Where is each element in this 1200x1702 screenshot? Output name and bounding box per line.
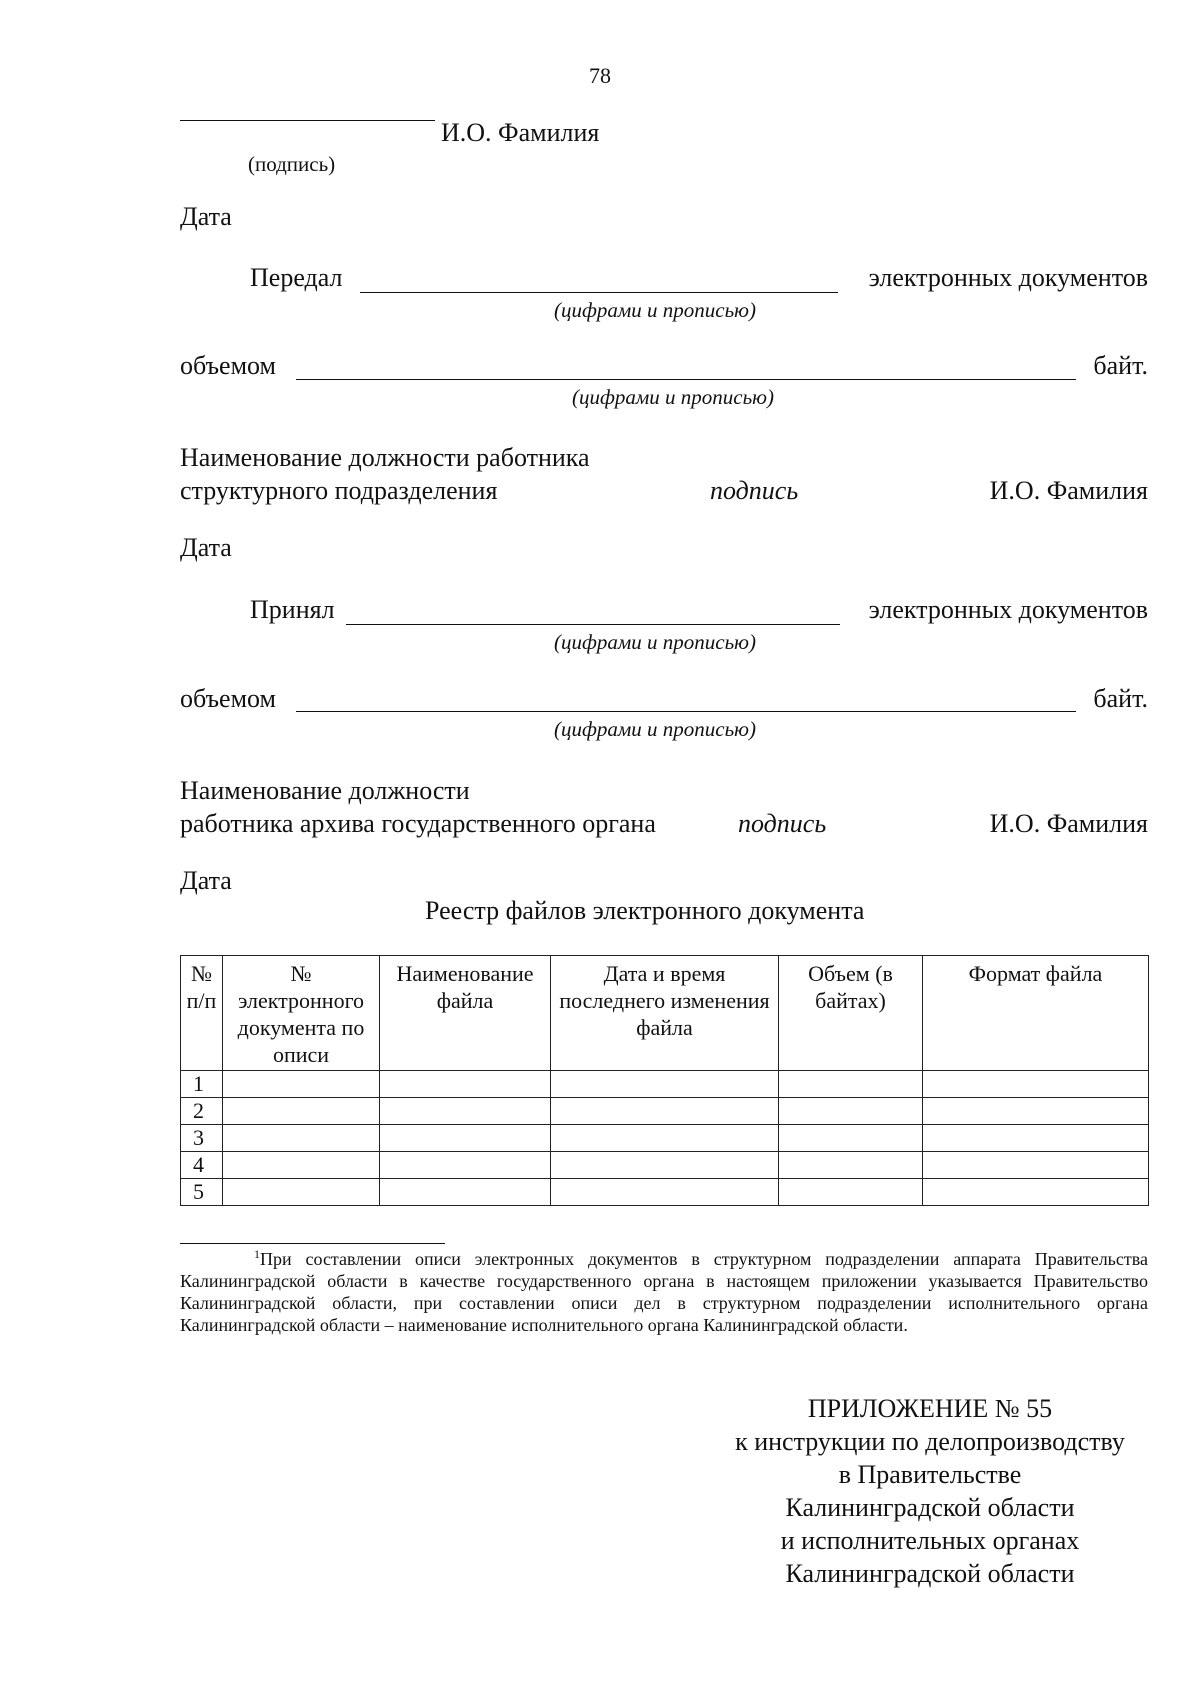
table-cell[interactable] <box>551 1125 779 1152</box>
column-header: Наименование файла <box>380 956 551 1071</box>
volume-label: объемом <box>180 351 276 380</box>
position-title-line2: структурного подразделения <box>180 476 498 505</box>
position-name: И.О. Фамилия <box>989 476 1148 505</box>
signature-placeholder: подпись <box>738 809 827 838</box>
table-row <box>181 1098 1149 1125</box>
table-cell[interactable] <box>223 1152 380 1179</box>
page-number: 78 <box>589 63 611 88</box>
table-cell[interactable] <box>923 1125 1149 1152</box>
row-number: 2 <box>181 1098 223 1125</box>
table-cell[interactable] <box>923 1098 1149 1125</box>
table-cell[interactable] <box>223 1071 380 1098</box>
appendix-line: и исполнительных органах <box>780 1526 1080 1555</box>
transferred-suffix: электронных документов <box>868 263 1148 292</box>
volume-line <box>296 711 1076 712</box>
row-number: 5 <box>181 1179 223 1206</box>
accepted-suffix: электронных документов <box>868 595 1148 624</box>
signature-line <box>180 120 435 121</box>
row-number: 3 <box>181 1125 223 1152</box>
table-cell[interactable] <box>223 1098 380 1125</box>
table-cell[interactable] <box>923 1152 1149 1179</box>
signature-name: И.О. Фамилия <box>441 118 600 147</box>
position-name: И.О. Фамилия <box>989 809 1148 838</box>
table-cell[interactable] <box>380 1152 551 1179</box>
volume-caption: (цифрами и прописью) <box>554 717 756 741</box>
table-cell[interactable] <box>380 1098 551 1125</box>
table-cell[interactable] <box>779 1125 923 1152</box>
table-row <box>181 1179 1149 1206</box>
appendix-heading <box>700 1392 1160 1590</box>
table-cell[interactable] <box>223 1125 380 1152</box>
transferred-caption: (цифрами и прописью) <box>554 298 756 322</box>
column-header: Дата и время последнего изменения файла <box>551 956 779 1071</box>
appendix-line: в Правительстве <box>838 1460 1022 1489</box>
row-number: 1 <box>181 1071 223 1098</box>
table-cell[interactable] <box>923 1071 1149 1098</box>
position-title-line1: Наименование должности работника <box>180 443 590 472</box>
appendix-line: к инструкции по делопроизводству <box>735 1427 1125 1456</box>
volume-label: объемом <box>180 684 276 713</box>
transferred-label: Передал <box>250 263 343 292</box>
table-cell[interactable] <box>380 1071 551 1098</box>
table-cell[interactable] <box>779 1071 923 1098</box>
volume-line <box>296 379 1076 380</box>
table-row <box>181 1071 1149 1098</box>
footnote <box>180 1248 1148 1336</box>
table-cell[interactable] <box>779 1179 923 1206</box>
table-cell[interactable] <box>551 1098 779 1125</box>
accepted-caption: (цифрами и прописью) <box>554 630 756 654</box>
table-header-row <box>181 956 1149 1071</box>
column-header: Объем (в байтах) <box>779 956 923 1071</box>
footnote-text: При составлении описи электронных документов в структурном подразделении аппарата Правительства Калининградской области в качестве государственного органа в настоящем приложении указывается Правительство Калининградской области, при составлении описи дел в структурном подразделении исполнительного органа Калининградской области – наименование исполнительного органа Калининградской области. <box>180 1249 1148 1335</box>
table-cell[interactable] <box>380 1179 551 1206</box>
table-cell[interactable] <box>923 1179 1149 1206</box>
column-header: Формат файла <box>923 956 1149 1071</box>
position-title-line1: Наименование должности <box>180 776 470 805</box>
signature-caption: (подпись) <box>248 152 336 176</box>
row-number: 4 <box>181 1152 223 1179</box>
date-label: Дата <box>180 533 232 562</box>
column-header: № п/п <box>181 956 223 1071</box>
footnote-mark: 1 <box>254 1247 260 1261</box>
volume-caption: (цифрами и прописью) <box>572 385 774 409</box>
table-row <box>181 1152 1149 1179</box>
registry-table <box>180 955 1149 1206</box>
accepted-line <box>346 624 840 625</box>
volume-suffix: байт. <box>1093 351 1148 380</box>
position-title-line2: работника архива государственного органа <box>180 809 656 838</box>
date-label: Дата <box>180 866 232 895</box>
signature-placeholder: подпись <box>710 476 799 505</box>
table-cell[interactable] <box>551 1152 779 1179</box>
appendix-line: Калининградской области <box>785 1559 1075 1588</box>
table-cell[interactable] <box>380 1125 551 1152</box>
registry-title: Реестр файлов электронного документа <box>425 896 865 925</box>
volume-suffix: байт. <box>1093 684 1148 713</box>
footnote-rule <box>180 1243 445 1244</box>
accepted-label: Принял <box>250 595 335 624</box>
table-cell[interactable] <box>779 1098 923 1125</box>
table-cell[interactable] <box>551 1071 779 1098</box>
table-cell[interactable] <box>779 1152 923 1179</box>
date-label: Дата <box>180 202 232 231</box>
column-header: № электронного документа по описи <box>223 956 380 1071</box>
appendix-line: ПРИЛОЖЕНИЕ № 55 <box>807 1394 1053 1423</box>
table-cell[interactable] <box>223 1179 380 1206</box>
table-cell[interactable] <box>551 1179 779 1206</box>
table-row <box>181 1125 1149 1152</box>
appendix-line: Калининградской области <box>785 1493 1075 1522</box>
transferred-line <box>360 292 838 293</box>
